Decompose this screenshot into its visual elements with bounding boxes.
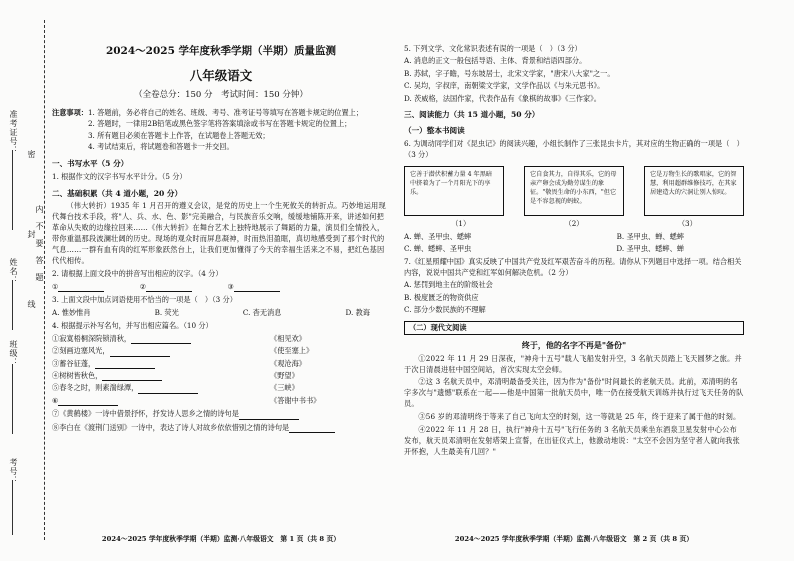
poem-row: ②刻画边塞风光， 《使至塞上》 [52, 346, 390, 356]
option-b[interactable]: B. 圣甲虫、蝉、蟋蟀 [616, 231, 684, 241]
class-label: 班级： [9, 340, 18, 367]
option-c[interactable]: C. 杳无消息 [242, 307, 282, 317]
article-paragraph: ①2022 年 11 月 29 日深夜，"神舟十五号"载人飞船发射升空，3 名航天员踏上飞天圆梦之旅。并于次日清晨进驻中国空间站，首次实现太空会师。 [404, 353, 742, 374]
seal-text-bu: 不 [35, 222, 44, 231]
question-7: 7.《红星照耀中国》真实反映了中国共产党及红军艰苦奋斗的历程。请你从下列题目中选择一项。结合相关内容，说说中国共产党和红军如何解决危机。（2 分） [404, 257, 742, 277]
answer-blank[interactable] [289, 424, 335, 433]
name-field[interactable] [12, 280, 13, 330]
card-number: （3） [677, 219, 697, 229]
question-1: 1. 根据作文的汉字书写水平计分。（5 分） [52, 172, 187, 182]
subsection-1-heading: （一）整本书阅读 [404, 126, 465, 136]
poem-source: 《三峡》 [270, 383, 299, 393]
option-d[interactable]: D. 教诲 [345, 307, 370, 317]
page-1 [52, 0, 390, 561]
class-field[interactable] [12, 364, 13, 434]
answer-blank[interactable] [58, 283, 104, 292]
section-2-heading: 二、基础积累（共 4 道小题，20 分） [52, 188, 183, 198]
option-b[interactable]: B. 荧光 [154, 307, 179, 317]
question-5: 5. 下列文学、文化常识表述有误的一项是（ ）（3 分） [404, 44, 582, 53]
binding-strip [0, 0, 46, 561]
option-a[interactable]: A. 蝉、圣甲虫、蟋蟀 [404, 231, 472, 241]
answer-blank[interactable] [110, 348, 170, 357]
answer-blank[interactable] [102, 372, 162, 381]
exam-subtitle: 八年级语文 [189, 68, 253, 84]
seal-text-yao: 要 [35, 239, 44, 248]
card-number: （2） [564, 219, 584, 229]
option-c[interactable]: C. 蝉、蟋蟀、圣甲虫 [404, 243, 472, 253]
article-paragraph: ③56 岁的邓清明终于等来了自己飞向太空的时刻，这一等就是 25 年，终于迎来了属于他的时刻。 [418, 412, 741, 422]
poem-source: 《答谢中书书》 [270, 395, 321, 405]
page-2 [404, 0, 744, 561]
insect-card: 它善于潜伏积蓄力量 4 年黑暗中挤着为了一个月阳光下的享乐。 [404, 166, 504, 216]
answer-blank[interactable] [95, 360, 155, 369]
insect-card: 它是万物生长的歌唱家，它的智慧，利用超群维修技巧，在其家居建造大的穴洞让别人惊叹。 [644, 166, 744, 216]
question-6: 6. 为调动同学们对《昆虫记》的阅读兴趣，小组长制作了三张昆虫卡片，其对应的生物正确的一项是（ ）（3 分） [404, 139, 744, 159]
question-6-options-row1 [404, 232, 744, 242]
poem-row: ③蓄谷征蓬， 《观沧海》 [52, 359, 390, 369]
blank-group: ② [140, 282, 192, 292]
question-5-option-b[interactable]: B. 苏轼，字子瞻，号东坡居士，北宋文学家，"唐宋八大家"之一。 [404, 68, 615, 78]
notes-label: 注意事项： [52, 107, 88, 117]
option-d[interactable]: D. 圣甲虫、蟋蟀、蝉 [616, 243, 684, 253]
question-5-option-d[interactable]: D. 茨威格，法国作家，代表作品有《象棋的故事》《三作家》。 [404, 93, 601, 103]
name-label: 姓名： [9, 258, 18, 285]
card-numbers [404, 219, 744, 229]
answer-blank[interactable] [131, 335, 191, 344]
poem-source: 《使至塞上》 [270, 346, 314, 356]
question-5-option-a[interactable]: A. 消息的正文一般包括导语、主体、背景和结语四部分。 [404, 56, 587, 66]
poem-source: 《观沧海》 [270, 358, 306, 368]
seal-text-nei: 内 [35, 205, 44, 214]
exam-number-label: 考号： [9, 458, 18, 485]
question-4: 4. 根据提示补写名句，并写出相应篇名。（10 分） [52, 321, 213, 331]
insect-card: 它自食其力，自得其乐，它的母亲产卵会成为勤劳谋生的象征。"敬畏生命的小东西，"但它是不容忽视的蚂蚁。 [524, 166, 624, 216]
card-number: （1） [451, 219, 471, 229]
poem-row: ⑤春冬之时，则素湍绿潭， 《三峡》 [52, 383, 390, 393]
seal-text-da: 答 [35, 256, 44, 265]
note-item: 1. 答题前，务必将自己的姓名、班级、考号、准考证号等填写在答题卡规定的位置上； [87, 107, 364, 117]
admission-number-field[interactable] [12, 150, 13, 230]
answer-blank[interactable] [234, 283, 280, 292]
score-line: （全卷总分：150 分 考试时间：150 分钟） [134, 90, 308, 101]
insect-cards [404, 166, 744, 216]
question-3: 3. 上面文段中加点词语使用不恰当的一项是（ ）（3 分） [52, 295, 237, 305]
page-1-footer: 2024～2025 学年度秋季学期（半期）监测·八年级语文 第 1 页（共 8 页） [101, 535, 341, 544]
poem-row: ④树树皆秋色， 《野望》 [52, 371, 390, 381]
note-item: 3. 所有题目必须在答题卡上作答，在试题卷上答题无效； [87, 130, 270, 140]
poem-row: ①寂寞梧桐深院锁清秋， 《相见欢》 [52, 334, 390, 344]
option-a[interactable]: A. 惟妙惟肖 [52, 307, 91, 317]
blank-group: ① [52, 282, 104, 292]
blank-group: ③ [228, 282, 280, 292]
notes-list [88, 108, 363, 154]
seal-text-ti: 题 [35, 273, 44, 282]
question-6-options-row2 [404, 244, 744, 254]
answer-blank[interactable] [146, 283, 192, 292]
seal-text-feng: 封 [27, 230, 36, 239]
question-7-option-b[interactable]: B. 极度匮乏的物资供应 [404, 292, 479, 302]
question-2-blanks [52, 282, 390, 292]
reading-passage: （伟大转折）1935 年 1 月召开的遵义会议，是党的历史上一个生死攸关的转折点。巧妙地运用现代舞台技术手段，将"人、兵、水、色、影"完美融合，与民族音乐交响，缓缓地铺陈开来，讲述如何把革命从失败的边缘拉回来……《伟大转折》在舞台艺术上独特地展示了舞蹈的力量，演员们全情投入，带你重温那段波澜壮阔的历史。现场的观众时而屏息凝神，时而热泪盈眶，真切地感受到了那个时代的气息……一群有血有肉的红军形象跃然台上，让我们更加懂得了今天的幸福生活来之不易，把红色基因代代相传。 [52, 200, 386, 265]
article-title: 终于，他的名字不再是"备份" [521, 340, 627, 350]
answer-blank[interactable] [138, 385, 198, 394]
subsection-2-heading: （二）现代文阅读 [404, 321, 744, 335]
article-paragraph: ②这 3 名航天员中，邓清明最备受关注，因为作为"备份"时间最长的老航天员。此前，邓清明的名字多次与"遗憾"联系在一起——他是中国第一批航天员中，唯一仍在接受航天训练并执行过飞天任务的队员。 [404, 377, 744, 409]
answer-blank[interactable] [58, 397, 118, 406]
question-5-option-c[interactable]: C. 吴均，字叔庠，南朝梁文学家，文学作品以《与朱元思书》。 [404, 81, 605, 91]
question-7-option-c[interactable]: C. 部分少数民族的不理解 [404, 305, 486, 315]
note-item: 4. 考试结束后，将试题卷和答题卡一并交回。 [87, 141, 234, 151]
page-2-footer: 2024～2025 学年度秋季学期（半期）监测·八年级语文 第 2 页（共 8 页） [454, 535, 694, 544]
seal-text-xian: 线 [27, 300, 36, 309]
notes-block [52, 108, 390, 154]
article-paragraph: ④2022 年 11 月 28 日，执行"神舟十五号"飞行任务的 3 名航天员乘坐东酒泉卫星发射中心公布发布，航天员邓清明在发射塔架上宣誓，在出征仪式上，他激动地说："太空不会因为坚守者人就向我张开怀抱，人生最美有几回？" [404, 425, 740, 457]
answer-blank[interactable] [239, 411, 299, 420]
note-item: 2. 答题时，一律用2B铅笔或黑色签字笔将答案填涂或书写在答题卡规定的位置上； [87, 119, 352, 129]
question-4-8: ⑧李白在《渡荆门送别》一诗中，表达了诗人对故乡依依惜别之情的诗句是 [52, 423, 390, 433]
question-3-options [52, 308, 390, 318]
section-3-heading: 三、阅读能力（共 15 道小题，50 分） [404, 110, 540, 120]
exam-title: 2024～2025 学年度秋季学期（半期）质量监测 [105, 45, 337, 57]
exam-number-field[interactable] [12, 480, 13, 535]
seal-text-mi: 密 [27, 150, 36, 159]
question-2: 2. 请根据上面文段中的拼音写出相应的汉字。（4 分） [52, 269, 223, 279]
question-7-option-a[interactable]: A. 惩罚到地主在的阶级社会 [404, 280, 493, 290]
question-4-7: ⑦《黄鹤楼》一诗中借景抒怀，抒发诗人思乡之情的诗句是 [52, 409, 390, 419]
poem-row: ⑥ 《答谢中书书》 [52, 396, 390, 406]
section-1-heading: 一、书写水平（5 分） [52, 159, 129, 169]
poem-source: 《野望》 [270, 370, 299, 380]
admission-number-label: 准考证号： [9, 110, 18, 155]
poem-source: 《相见欢》 [270, 333, 306, 343]
